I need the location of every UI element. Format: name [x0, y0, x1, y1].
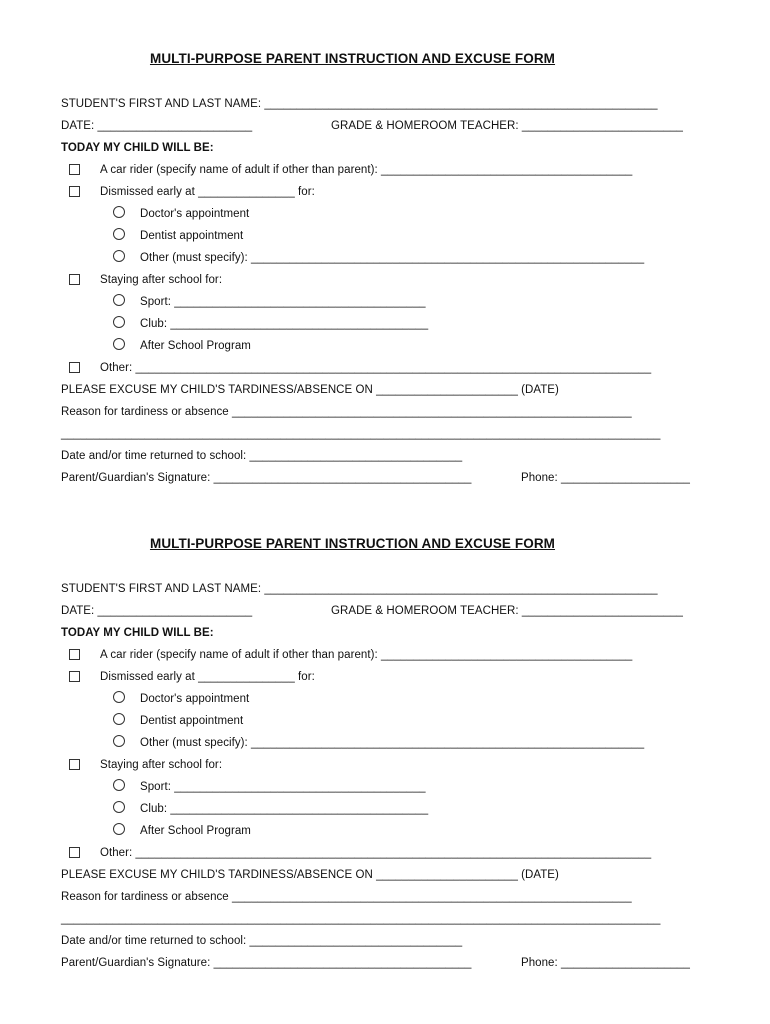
- doctor-label: Doctor's appointment: [140, 693, 250, 705]
- after-school-label: After School Program: [140, 340, 251, 352]
- other-label[interactable]: Other: ________________________________________________________________________________: [100, 847, 652, 859]
- date-time-returned-field[interactable]: Date and/or time returned to school: _________________________________: [61, 935, 463, 947]
- other-checkbox[interactable]: [69, 847, 80, 858]
- other-checkbox[interactable]: [69, 362, 80, 373]
- grade-teacher-field[interactable]: GRADE & HOMEROOM TEACHER: _________________________: [331, 120, 684, 132]
- other-specify-radio[interactable]: [113, 735, 125, 747]
- excuse-form-2: [0, 485, 770, 975]
- form-title: MULTI-PURPOSE PARENT INSTRUCTION AND EXCUSE FORM: [149, 536, 556, 551]
- club-label[interactable]: Club: ________________________________________: [140, 318, 429, 330]
- excuse-form-1: [0, 0, 770, 490]
- staying-after-label: Staying after school for:: [100, 274, 223, 286]
- staying-after-checkbox[interactable]: [69, 759, 80, 770]
- date-time-returned-field[interactable]: Date and/or time returned to school: _________________________________: [61, 450, 463, 462]
- sport-label[interactable]: Sport: _______________________________________: [140, 296, 426, 308]
- car-rider-checkbox[interactable]: [69, 649, 80, 660]
- car-rider-label[interactable]: A car rider (specify name of adult if other than parent): _______________________________________: [100, 164, 633, 176]
- doctor-label: Doctor's appointment: [140, 208, 250, 220]
- today-heading: TODAY MY CHILD WILL BE:: [61, 142, 214, 154]
- doctor-radio[interactable]: [113, 691, 125, 703]
- phone-field[interactable]: Phone: ____________________: [521, 472, 690, 484]
- dentist-label: Dentist appointment: [140, 715, 244, 727]
- sport-radio[interactable]: [113, 294, 125, 306]
- after-school-radio[interactable]: [113, 338, 125, 350]
- reason-field[interactable]: Reason for tardiness or absence ______________________________________________________________: [61, 891, 632, 903]
- excuse-date-field[interactable]: PLEASE EXCUSE MY CHILD'S TARDINESS/ABSENCE ON ______________________ (DATE): [61, 869, 559, 881]
- dismissed-early-checkbox[interactable]: [69, 186, 80, 197]
- other-specify-radio[interactable]: [113, 250, 125, 262]
- reason-continued-line[interactable]: _____________________________________________________________________________________________: [61, 428, 661, 440]
- date-field[interactable]: DATE: ________________________: [61, 605, 253, 617]
- phone-field[interactable]: Phone: ____________________: [521, 957, 690, 969]
- club-label[interactable]: Club: ________________________________________: [140, 803, 429, 815]
- student-name-field[interactable]: STUDENT'S FIRST AND LAST NAME: _____________________________________________________________: [61, 98, 658, 110]
- other-specify-label[interactable]: Other (must specify): _____________________________________________________________: [140, 737, 645, 749]
- dentist-radio[interactable]: [113, 228, 125, 240]
- today-heading: TODAY MY CHILD WILL BE:: [61, 627, 214, 639]
- dentist-label: Dentist appointment: [140, 230, 244, 242]
- other-specify-label[interactable]: Other (must specify): _____________________________________________________________: [140, 252, 645, 264]
- car-rider-label[interactable]: A car rider (specify name of adult if other than parent): _______________________________________: [100, 649, 633, 661]
- doctor-radio[interactable]: [113, 206, 125, 218]
- student-name-field[interactable]: STUDENT'S FIRST AND LAST NAME: _____________________________________________________________: [61, 583, 658, 595]
- date-field[interactable]: DATE: ________________________: [61, 120, 253, 132]
- signature-field[interactable]: Parent/Guardian's Signature: ________________________________________: [61, 472, 472, 484]
- dismissed-early-checkbox[interactable]: [69, 671, 80, 682]
- after-school-radio[interactable]: [113, 823, 125, 835]
- staying-after-checkbox[interactable]: [69, 274, 80, 285]
- reason-field[interactable]: Reason for tardiness or absence ______________________________________________________________: [61, 406, 632, 418]
- dismissed-early-label[interactable]: Dismissed early at _______________ for:: [100, 671, 315, 683]
- reason-continued-line[interactable]: _____________________________________________________________________________________________: [61, 913, 661, 925]
- dismissed-early-label[interactable]: Dismissed early at _______________ for:: [100, 186, 315, 198]
- signature-field[interactable]: Parent/Guardian's Signature: ________________________________________: [61, 957, 472, 969]
- after-school-label: After School Program: [140, 825, 251, 837]
- sport-radio[interactable]: [113, 779, 125, 791]
- other-label[interactable]: Other: ________________________________________________________________________________: [100, 362, 652, 374]
- car-rider-checkbox[interactable]: [69, 164, 80, 175]
- staying-after-label: Staying after school for:: [100, 759, 223, 771]
- excuse-date-field[interactable]: PLEASE EXCUSE MY CHILD'S TARDINESS/ABSENCE ON ______________________ (DATE): [61, 384, 559, 396]
- dentist-radio[interactable]: [113, 713, 125, 725]
- club-radio[interactable]: [113, 316, 125, 328]
- sport-label[interactable]: Sport: _______________________________________: [140, 781, 426, 793]
- grade-teacher-field[interactable]: GRADE & HOMEROOM TEACHER: _________________________: [331, 605, 684, 617]
- form-title: MULTI-PURPOSE PARENT INSTRUCTION AND EXCUSE FORM: [149, 51, 556, 66]
- club-radio[interactable]: [113, 801, 125, 813]
